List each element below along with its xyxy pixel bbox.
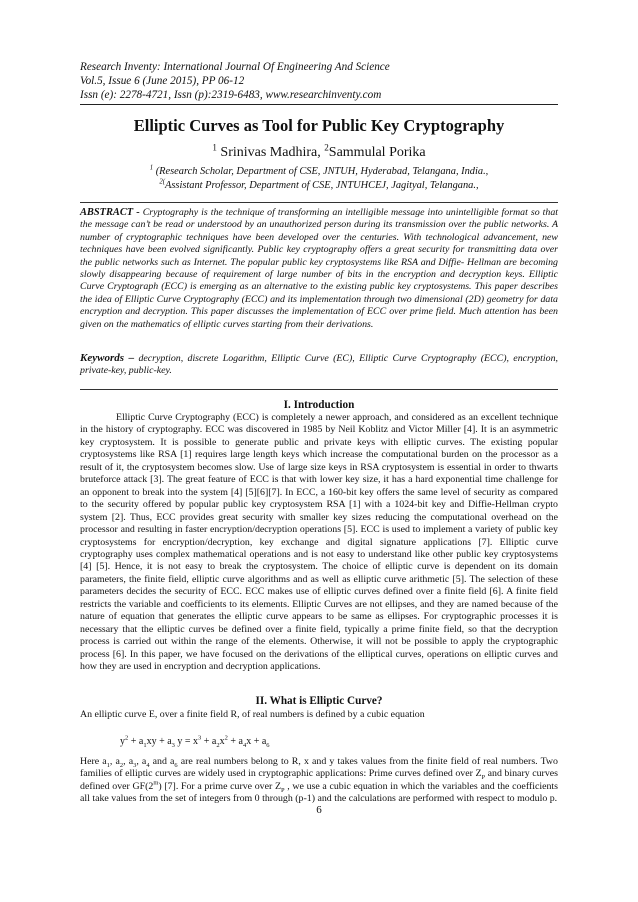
author-line [80, 144, 558, 162]
journal-issn: Issn (e): 2278-4721, Issn (p):2319-6483, www.researchinventy.com [80, 89, 382, 101]
section-heading-elliptic-curve: II. What is Elliptic Curve? [255, 695, 383, 707]
eq-term6: + a [227, 736, 243, 747]
paper-title: Elliptic Curves as Tool for Public Key Cryptography [133, 116, 505, 135]
journal-header [80, 60, 558, 102]
affiliation1-text: (Research Scholar, Department of CSE, JNTUH, Hyderabad, Telangana, India., [155, 166, 489, 177]
introduction-paragraph: Elliptic Curve Cryptography (ECC) is completely a newer approach, and considered as an excellent technique in the history of cryptography. ECC was discovered in 1985 by Neil Koblitz and Victor Miller [4]. It is an asymmetric key cryptosystem. It is possible to generate public and private keys with elliptic curves. The existing popular cryptosystems like RSA [1] requires large length keys which increase the computational burden on the processor as a result of it, the cryptosystem becomes slow. Use of large size keys in RSA cryptosystem is essential in order to thwarts bruteforce attack [3]. The great feature of ECC is that with lower key size, it has a hard exponential time challenge for an opponent to break into the system [4] [5][6][7]. In ECC, a 160-bit key offers the same level of security as compared to the security offered by popular public key cryptosystem RSA [1] with a 1024-bit key and Diffie-Hellman crypto system [2]. Thus, ECC provides great security with smaller key sizes reducing the computational overhead on the processor and resulting in faster encryption/decryption operations [5]. ECC is used to implement a variety of public key cryptosystems for encryption/decryption, key exchange and digital signature applications [7]. Elliptic curve cryptography uses complex mathematical operations and is not easy to understand like other public key cryptosystems [4] [5]. Hence, it is not easy to break the cryptosystem. The choice of elliptic curve is dependent on its domain parameters, the finite field, elliptic curve algorithms and as well as elliptic curve arithmetic [5]. The selection of these parameters decides the security of ECC. ECC makes use of elliptic curves defined over a finite field [6]. A finite field restricts the variable and coefficients to its elements. Elliptic Curves are not ellipses, and they are named because of the nature of equation that generates the elliptic curve appears to be same as ellipses. For cryptographic processes it is necessary that the elliptic curves be defined over a finite field, typically a prime finite field, so that the decryption process is carried out within the range of the elements. Otherwise, it will not be possible to apply the cryptographic process [6]. In this paper, we have focused on the derivations of the elliptical curves, operations on elliptic curves and how they are used in encryption and decryption applications. [80, 412, 558, 673]
eq-term2: xy + a [146, 736, 172, 747]
eq-term6-sub: 4 [242, 742, 247, 749]
para-part8: ) [7]. For a prime curve over Z [158, 780, 281, 792]
eq-term4: + a [201, 736, 217, 747]
section-heading-introduction: I. Introduction [283, 399, 355, 411]
eq-term4-sub: 2 [216, 742, 220, 749]
para-part2: , a [109, 756, 120, 767]
journal-volume: Vol.5, Issue 6 (June 2015), PP 06-12 [80, 75, 245, 87]
eq-y-exp: 2 [125, 734, 129, 742]
abstract [80, 207, 558, 331]
weierstrass-equation [120, 735, 270, 749]
author2-sup: 2 [324, 142, 329, 153]
para-sup7: m [153, 779, 159, 787]
affiliation-2 [80, 179, 558, 192]
abstract-bottom-rule [80, 389, 558, 390]
eq-y: y [120, 736, 125, 747]
para-sub2: 2 [119, 761, 124, 769]
para-part5: and a [149, 756, 175, 767]
affiliation2-text: Assistant Professor, Department of CSE, JNTUHCEJ, Jagityal, Telangana., [165, 180, 479, 191]
para-part6: are real numbers belong to R, x and y takes values from the finite field of real numbers. Two families of elliptic curves are widely used in cryptographic applications: Prime curves defined over Z [80, 756, 558, 780]
para-part7: and binary curves defined over GF(2 [80, 768, 558, 792]
eq-term3-exp: 3 [198, 734, 202, 742]
eq-term7-sub: 6 [266, 742, 270, 749]
header-rule [80, 104, 558, 105]
author1-sup: 1 [212, 142, 217, 153]
abstract-text: Cryptography is the technique of transforming an intelligible message into unintelligible format so that the message can’t be read or understood by an unauthorized person during its transmission over the public networks. A number of cryptographic techniques have been developed over the centuries. With technological advancement, new techniques have been evolved significantly. Public key cryptography offers a great security for transmitting data over the public networks such as Internet. The popular public key cryptosystems like RSA and Diffie- Hellman are becoming slowly disappearing because of requirement of large number of bits in the encryption and decryption keys. Elliptic Curve Cryptograph (ECC) is emerging as an alternative to the existing public key cryptosystems. This paper describes the idea of Elliptic Curve Cryptography (ECC) and its implementation through two dimensional (2D) geometry for data encryption and decryption. This paper discusses the implementation of ECC over prime field. Much attention has been given on the mathematics of elliptic curves starting from their derivations. [80, 207, 558, 330]
para-sub6: P [481, 774, 486, 782]
section2-paragraph [80, 756, 558, 806]
keywords [80, 352, 558, 378]
abstract-top-rule [80, 202, 558, 203]
eq-term7: x + a [246, 736, 267, 747]
author1-name: Srinivas Madhira, [220, 145, 321, 160]
page-number: 6 [316, 804, 322, 816]
eq-term2-sub: 3 [171, 742, 175, 749]
affiliation-1 [80, 165, 558, 178]
para-sub3: 3 [133, 761, 137, 769]
author2-name: Sammulal Porika [328, 145, 426, 160]
para-sub1: 1 [106, 761, 110, 769]
eq-term1-sub: 1 [143, 742, 147, 749]
affiliation1-sup: 1 [149, 164, 154, 172]
para-part4: , a [136, 756, 147, 767]
eq-term3: y = x [174, 736, 199, 747]
para-part1: Here a [80, 756, 107, 767]
para-sub5: 6 [174, 761, 178, 769]
para-part9: , we use a cubic equation in which the variables and the coefficients all take values from the set of integers from 0 through (p-1) and the calculations are performed with respect to modulo p. [80, 780, 558, 805]
para-sub4: 4 [146, 761, 150, 769]
abstract-label: ABSTRACT - [80, 207, 140, 218]
para-part3: , a [123, 756, 134, 767]
para-sub8: P [281, 786, 285, 794]
keywords-text: decryption, discrete Logarithm, Elliptic Curve (EC), Elliptic Curve Cryptography (ECC), encryption, private-key, public-key. [80, 353, 559, 377]
eq-term5-exp: 2 [224, 734, 228, 742]
eq-term1: + a [128, 736, 144, 747]
keywords-label: Keywords – [80, 352, 135, 364]
affiliation2-sup: 2( [159, 178, 166, 186]
eq-term5: x [219, 736, 225, 747]
section2-intro: An elliptic curve E, over a finite field R, of real numbers is defined by a cubic equation [80, 709, 425, 720]
journal-name: Research Inventy: International Journal Of Engineering And Science [80, 61, 390, 73]
